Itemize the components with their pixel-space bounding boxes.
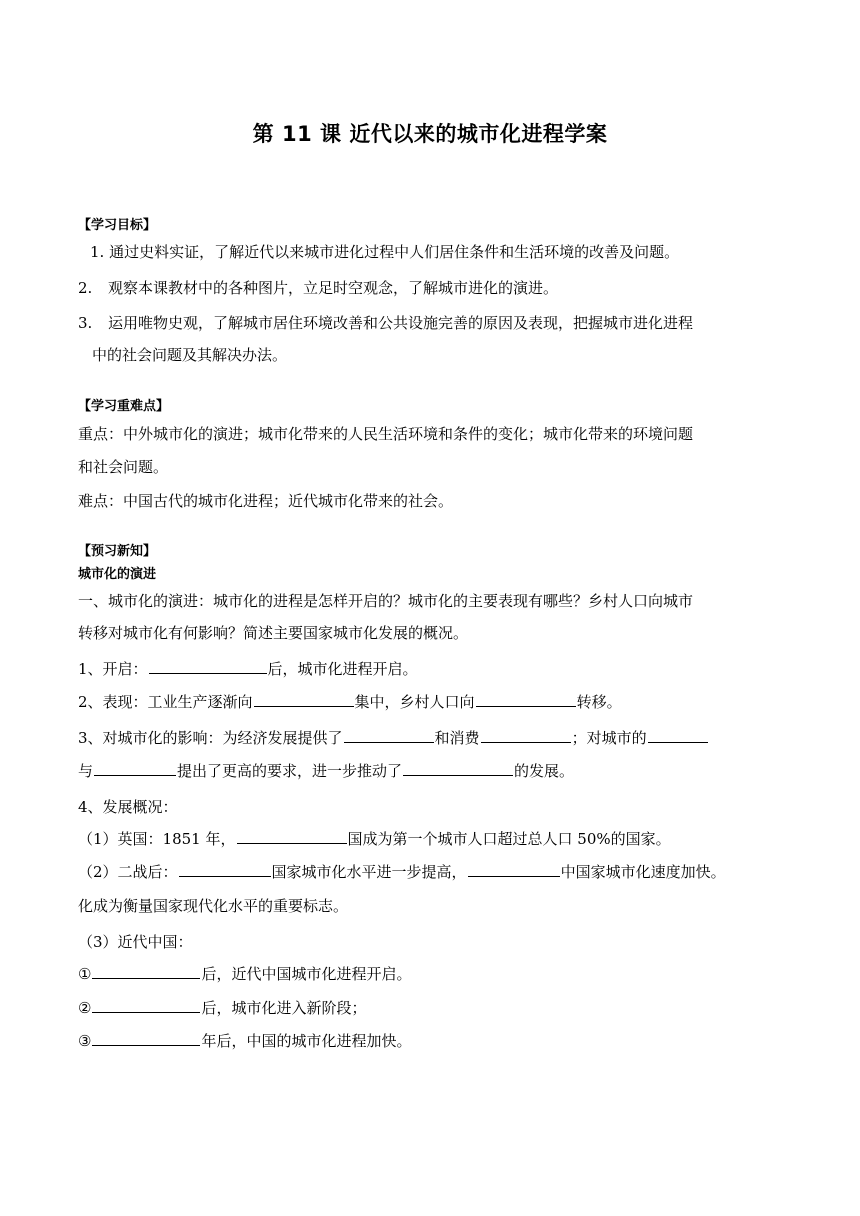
china-item-1 (78, 962, 411, 986)
question-4-1 (78, 827, 671, 851)
objective-item-2 (78, 276, 558, 300)
preview-heading: 【预习新知】 (78, 544, 157, 559)
objectives-heading: 【学习目标】 (78, 218, 157, 233)
fill-blank[interactable] (403, 759, 513, 776)
question-1-text: 后，城市化进程开启。 (267, 660, 418, 678)
fill-blank[interactable] (237, 827, 347, 844)
fill-blank[interactable] (254, 690, 354, 707)
question-3-text: ；对城市的 (571, 729, 647, 747)
fill-blank[interactable] (344, 726, 434, 743)
fill-blank[interactable] (179, 860, 271, 877)
question-3-continued (78, 759, 574, 783)
objective-item-3-text: 运用唯物史观，了解城市居住环境改善和公共设施完善的原因及表现，把握城市进化进程 (108, 314, 694, 332)
question-4-2-text: 国家城市化水平进一步提高， (271, 863, 467, 881)
page-title: 第 11 课 近代以来的城市化进程学案 (252, 122, 608, 146)
fill-blank[interactable] (92, 996, 200, 1013)
china-item-3 (78, 1029, 411, 1053)
question-2 (78, 690, 622, 714)
question-4: 4、发展概况： (78, 798, 178, 816)
question-4-2 (78, 860, 726, 884)
preview-intro-line-1: 一、城市化的演进：城市化的进程是怎样开启的？城市化的主要表现有哪些？乡村人口向城市 (78, 592, 694, 610)
question-3-text: 和消费 (434, 729, 480, 747)
objective-item-2-text: 观察本课教材中的各种图片，立足时空观念，了解城市进化的演进。 (108, 279, 559, 297)
objective-item-3-number: 3. (78, 314, 93, 332)
objective-item-2-number: 2. (78, 279, 93, 297)
china-item-1-marker: ① (78, 965, 92, 983)
question-1 (78, 657, 418, 681)
fill-blank[interactable] (92, 962, 200, 979)
objective-item-3 (78, 311, 693, 335)
fill-blank[interactable] (648, 726, 708, 743)
question-3-text: 与 (78, 762, 94, 780)
key-points-line-2: 和社会问题。 (78, 458, 169, 476)
question-3-text: 提出了更高的要求，进一步推动了 (177, 762, 403, 780)
preview-subheading: 城市化的演进 (78, 567, 157, 582)
preview-intro-line-2: 转移对城市化有何影响？简述主要国家城市化发展的概况。 (78, 624, 469, 642)
fill-blank[interactable] (481, 726, 571, 743)
fill-blank[interactable] (468, 860, 560, 877)
question-1-label: 1、开启： (78, 660, 148, 678)
objective-item-1: 1. 通过史料实证，了解近代以来城市进化过程中人们居住条件和生活环境的改善及问题。 (90, 243, 680, 261)
question-2-label: 2、表现：工业生产逐渐向 (78, 693, 253, 711)
difficult-points: 难点：中国古代的城市化进程；近代城市化带来的社会。 (78, 492, 454, 510)
fill-blank[interactable] (476, 690, 576, 707)
fill-blank[interactable] (92, 1029, 200, 1046)
question-2-text: 集中，乡村人口向 (354, 693, 475, 711)
question-4-1-label: （1）英国：1851 年， (78, 830, 236, 848)
fill-blank[interactable] (149, 657, 267, 674)
question-4-2-text: 中国家城市化速度加快。 (560, 863, 726, 881)
fill-blank[interactable] (94, 759, 176, 776)
question-4-3: （3）近代中国： (78, 933, 193, 951)
question-4-2-label: （2）二战后： (78, 863, 178, 881)
china-item-3-marker: ③ (78, 1032, 92, 1050)
china-item-3-text: 年后，中国的城市化进程加快。 (201, 1032, 412, 1050)
question-2-end: 转移。 (576, 693, 622, 711)
key-points-heading: 【学习重难点】 (78, 399, 170, 414)
question-4-1-text: 国成为第一个城市人口超过总人口 50%的国家。 (347, 830, 671, 848)
question-3-end: 的发展。 (514, 762, 575, 780)
china-item-2-text: 后，城市化进入新阶段； (201, 999, 367, 1017)
question-3 (78, 726, 709, 750)
china-item-2-marker: ② (78, 999, 92, 1017)
key-points-line-1: 重点：中外城市化的演进；城市化带来的人民生活环境和条件的变化；城市化带来的环境问题 (78, 425, 694, 443)
china-item-1-text: 后，近代中国城市化进程开启。 (201, 965, 412, 983)
question-4-2-continued: 化成为衡量国家现代化水平的重要标志。 (78, 897, 349, 915)
china-item-2 (78, 996, 366, 1020)
question-3-label: 3、对城市化的影响：为经济发展提供了 (78, 729, 343, 747)
objective-item-3-continued: 中的社会问题及其解决办法。 (92, 346, 288, 364)
